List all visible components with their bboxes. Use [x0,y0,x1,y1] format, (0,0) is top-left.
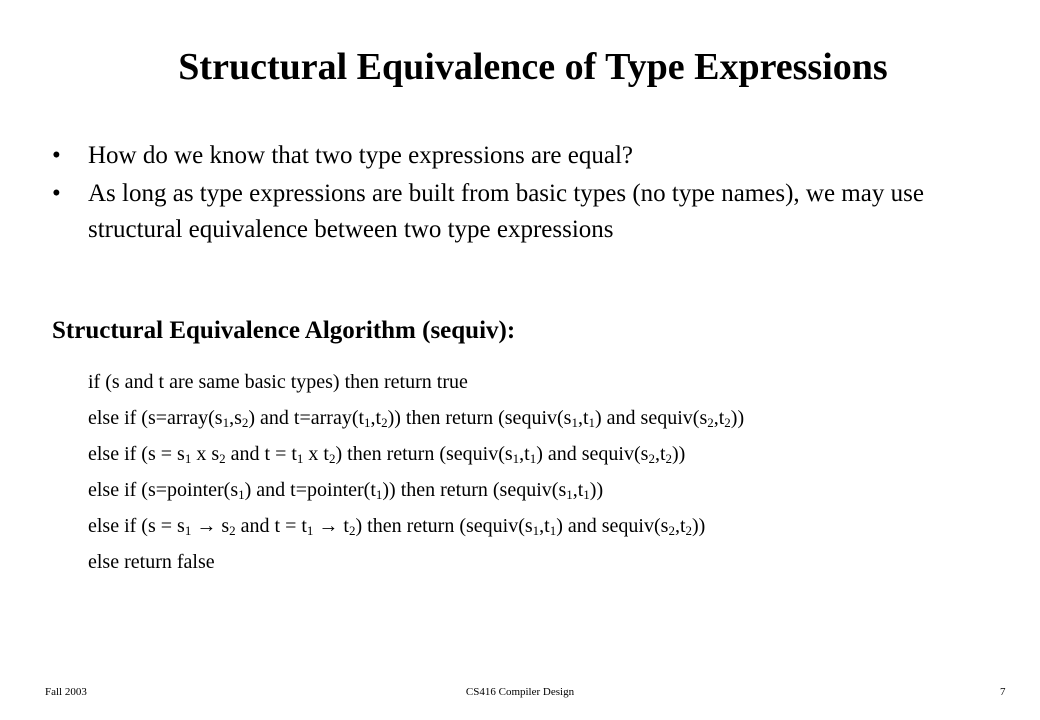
algorithm-line: if (s and t are same basic types) then return true [88,371,468,393]
algorithm-body [88,364,1018,580]
footer-course: CS416 Compiler Design [465,686,575,698]
bullet-item [52,138,1012,174]
algorithm-heading: Structural Equivalence Algorithm (sequiv): [52,317,516,344]
bullet-item [52,176,1012,248]
bullet-marker: • [52,142,61,169]
algorithm-line: else if ($s=array(s_1,s_2)$ and $t=array(t_1,t_2)$) then return ($sequiv(s_1,t_1)$ and $sequiv(s_2,t_2)$) [88,407,745,430]
algorithm-line: else if ($s = s_1$ x $s_2$ and $t = t_1$ x $t_2$) then return ($sequiv(s_1,t_1)$ and $sequiv(s_2,t_2)$) [88,443,686,466]
bullet-marker: • [52,180,61,207]
bullet-text: As long as type expressions are built from basic types (no type names), we may use structural equivalence between two type expressions [88,180,924,243]
bullet-text: How do we know that two type expressions are equal? [88,142,633,169]
algorithm-line: else if ($s = s_1 \to s_2$ and $t = t_1 \to t_2$) then return ($sequiv(s_1,t_1)$ and $sequiv(s_2,t_2)$) [88,515,706,538]
algorithm-line: else return false [88,551,215,573]
algorithm-line: else if ($s=pointer(s_1)$ and $t=pointer(t_1)$) then return $(sequiv(s_1,t_1))$ [88,479,604,502]
bullet-list [52,138,1012,250]
slide-title: Structural Equivalence of Type Expressions [178,46,888,88]
footer-page-number: 7 [1000,686,1006,698]
footer-date: Fall 2003 [45,686,87,698]
